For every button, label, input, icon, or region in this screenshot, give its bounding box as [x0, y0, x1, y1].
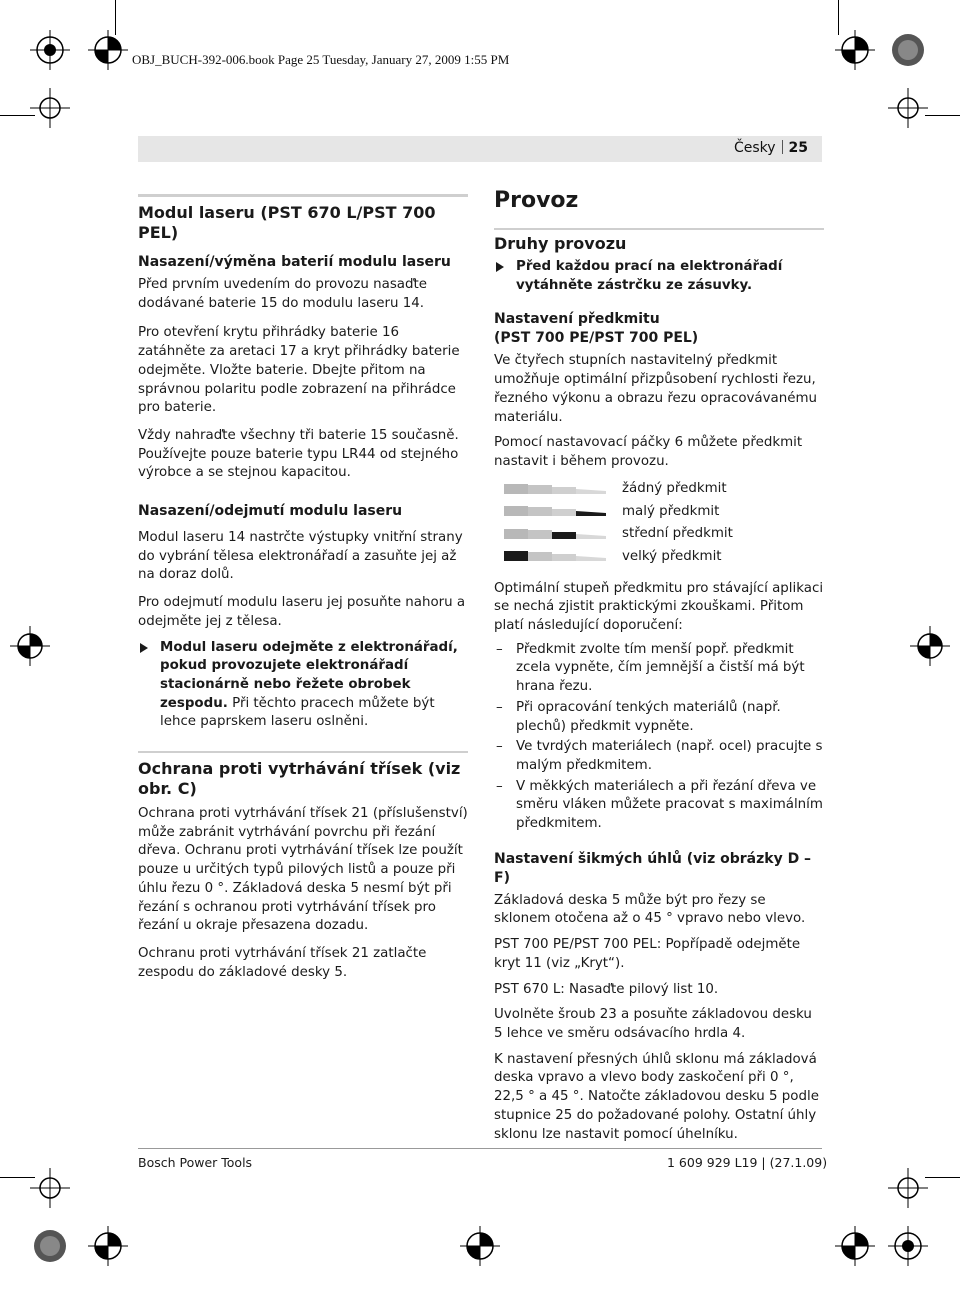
list-item: – V měkkých materiálech a při řezání dřeva ve směru vláken můžete pracovat s maximálním předkmitem. [496, 778, 823, 832]
list-item: – Při opracování tenkých materiálů (např. plechů) předkmit vypněte. [496, 699, 781, 734]
stroke-segment [528, 530, 552, 539]
stroke-level-icon [504, 549, 606, 563]
registration-mark-icon [460, 1226, 500, 1266]
registration-mark-icon [888, 1226, 928, 1266]
stroke-level-icon [504, 504, 606, 518]
stroke-row [494, 523, 824, 546]
stroke-segment [504, 551, 528, 561]
crop-line [925, 1177, 960, 1178]
warning-bold: Před každou prací na elektronářadí vytáhněte zástrčku ze zásuvky. [516, 259, 783, 293]
language-label: Česky [733, 140, 776, 156]
page-header [138, 136, 822, 162]
registration-mark-icon [10, 626, 50, 666]
heading-stroke: Nastavení předkmitu [494, 311, 660, 328]
crop-line [925, 115, 960, 116]
right-column [494, 188, 824, 1149]
paragraph: PST 700 PE/PST 700 PEL: Popřípadě odejměte kryt 11 (viz „Kryt“). [494, 937, 801, 971]
registration-mark-icon [835, 30, 875, 70]
book-info-line: OBJ_BUCH-392-006.book Page 25 Tuesday, January 27, 2009 1:55 PM [132, 52, 510, 67]
arrow-right-icon [140, 643, 148, 653]
stroke-row [494, 545, 824, 568]
paragraph: Modul laseru 14 nastrčte výstupky vnitřní strany do vybrání tělesa elektronářadí a zasuňte jej až na doraz dolů. [138, 530, 463, 583]
stroke-label: střední předkmit [622, 526, 733, 542]
paragraph: K nastavení přesných úhlů sklonu má základová deska vpravo a vlevo body zaskočení při 0 °, 22,5 ° a 45 °. Natočte základovou desku 5 podle stupnice 25 do požadované polohy. Ostatní úhly sklonu lze nastavit pomocí úhelníku. [494, 1051, 819, 1142]
warning-bold: Modul laseru odejměte z elektronářadí, pokud provozujete elektronářadí stacionárně nebo řežete obrobek zespodu. [160, 639, 458, 711]
paragraph: Optimální stupeň předkmitu pro stávající aplikaci se nechá zjistit praktickými zkouškami. Přitom platí následující doporučení: [494, 580, 824, 634]
paragraph: Před prvním uvedením do provozu nasaďte dodávané baterie 15 do modulu laseru 14. [138, 277, 427, 311]
list-item: – Ve tvrdých materiálech (např. ocel) pracujte s malým předkmitem. [496, 739, 823, 773]
heading-chip-guard: Ochrana proti vytrhávání třísek (viz obr. C) [138, 759, 461, 799]
stroke-segment [552, 509, 576, 516]
stroke-segment [576, 534, 606, 539]
registration-mark-icon [30, 88, 70, 128]
stroke-segment [576, 489, 606, 494]
heading-stroke-models: (PST 700 PE/PST 700 PEL) [494, 330, 699, 347]
paragraph: Základová deska 5 může být pro řezy se sklonem otočena až o 45 ° vpravo nebo vlevo. [494, 892, 806, 927]
stroke-level-icon [504, 527, 606, 541]
paragraph: Uvolněte šroub 23 a posuňte základovou desku 5 lehce ve směru odsávacího hrdla 4. [494, 1007, 812, 1041]
warning-paragraph [494, 258, 824, 295]
section-title-laser: Modul laseru (PST 670 L/PST 700 PEL) [138, 203, 436, 242]
registration-mark-icon [30, 30, 70, 70]
paragraph: Ve čtyřech stupních nastavitelný předkmit umožňuje optimální přizpůsobení rychlosti řezu, řezného výkonu a obrazu řezu opracovávanému materiálu. [494, 353, 818, 425]
registration-mark-icon [888, 30, 928, 70]
section-title-operation: Provoz [494, 188, 579, 213]
warning-paragraph [138, 639, 468, 733]
registration-mark-icon [888, 1168, 928, 1208]
registration-mark-icon [30, 1226, 70, 1266]
warning-rest: Při těchto pracech můžete být lehce paprskem laseru oslněni. [160, 695, 435, 730]
stroke-segment [552, 487, 576, 494]
crop-line [0, 115, 35, 116]
stroke-segment [504, 529, 528, 539]
registration-mark-icon [88, 30, 128, 70]
stroke-label: žádný předkmit [622, 481, 727, 497]
registration-mark-icon [888, 88, 928, 128]
crop-line [115, 0, 116, 35]
list-item: – Předkmit zvolte tím menší popř. předkmit zcela vypněte, čím jemnější a čistší má být hrana řezu. [496, 641, 805, 695]
stroke-row [494, 478, 824, 501]
stroke-label: malý předkmit [622, 503, 720, 519]
heading-module: Nasazení/odejmutí modulu laseru [138, 503, 403, 520]
paragraph: Ochrana proti vytrhávání třísek 21 (příslušenství) může zabránit vytrhávání povrchu při řezání dřeva. Ochranu proti vytrhávání třísek lze použít pouze u určitých typů pilových listů a pouze při úhlu řezu 0 °. Základová deska 5 nesmí být při řezání s ochranou proti vytrhávání třísek pro řezání u okraje přesazena dozadu. [138, 806, 468, 934]
heading-battery: Nasazení/výměna baterií modulu laseru [138, 254, 451, 270]
arrow-right-icon [496, 262, 504, 272]
stroke-segment [528, 552, 552, 561]
footer-divider [138, 1148, 822, 1149]
stroke-segment [528, 485, 552, 494]
registration-mark-icon [910, 626, 950, 666]
registration-mark-icon [88, 1226, 128, 1266]
page-number: 25 [788, 140, 808, 156]
stroke-segment [528, 507, 552, 516]
stroke-levels-table [494, 478, 824, 568]
paragraph: Pro odejmutí modulu laseru jej posuňte nahoru a odejměte jej z tělesa. [138, 595, 466, 629]
header-language [734, 140, 808, 156]
left-column [138, 194, 468, 987]
paragraph: Pro otevření krytu přihrádky baterie 16 zatáhněte za aretaci 17 a kryt přihrádky baterie odejměte. Vložte baterie. Dbejte přitom na správnou polaritu podle zobrazení na přihrádce pro baterie. [138, 325, 460, 416]
stroke-segment [576, 556, 606, 561]
stroke-segment [552, 554, 576, 561]
stroke-segment [576, 511, 606, 516]
stroke-row [494, 500, 824, 523]
stroke-level-icon [504, 482, 606, 496]
stroke-segment [504, 506, 528, 516]
paragraph: Ochranu proti vytrhávání třísek 21 zatlačte zespodu do základové desky 5. [138, 945, 427, 980]
paragraph: Vždy nahraďte všechny tři baterie 15 současně. Používejte pouze baterie typu LR44 od stejného výrobce a se stejnou kapacitou. [138, 427, 459, 481]
paragraph: PST 670 L: Nasaďte pilový list 10. [494, 981, 719, 997]
stroke-segment [504, 484, 528, 494]
recommendations-list [494, 641, 824, 834]
stroke-segment [552, 532, 576, 539]
crop-line [0, 1177, 35, 1178]
stroke-label: velký předkmit [622, 548, 722, 564]
heading-bevel: Nastavení šikmých úhlů (viz obrázky D – F) [494, 850, 812, 886]
crop-line [838, 0, 839, 35]
paragraph: Pomocí nastavovací páčky 6 můžete předkmit nastavit i během provozu. [494, 435, 803, 469]
registration-mark-icon [835, 1226, 875, 1266]
registration-mark-icon [30, 1168, 70, 1208]
footer-doc-number: 1 609 929 L19 | (27.1.09) [667, 1155, 828, 1170]
footer-brand: Bosch Power Tools [138, 1155, 253, 1170]
heading-modes: Druhy provozu [494, 234, 627, 253]
